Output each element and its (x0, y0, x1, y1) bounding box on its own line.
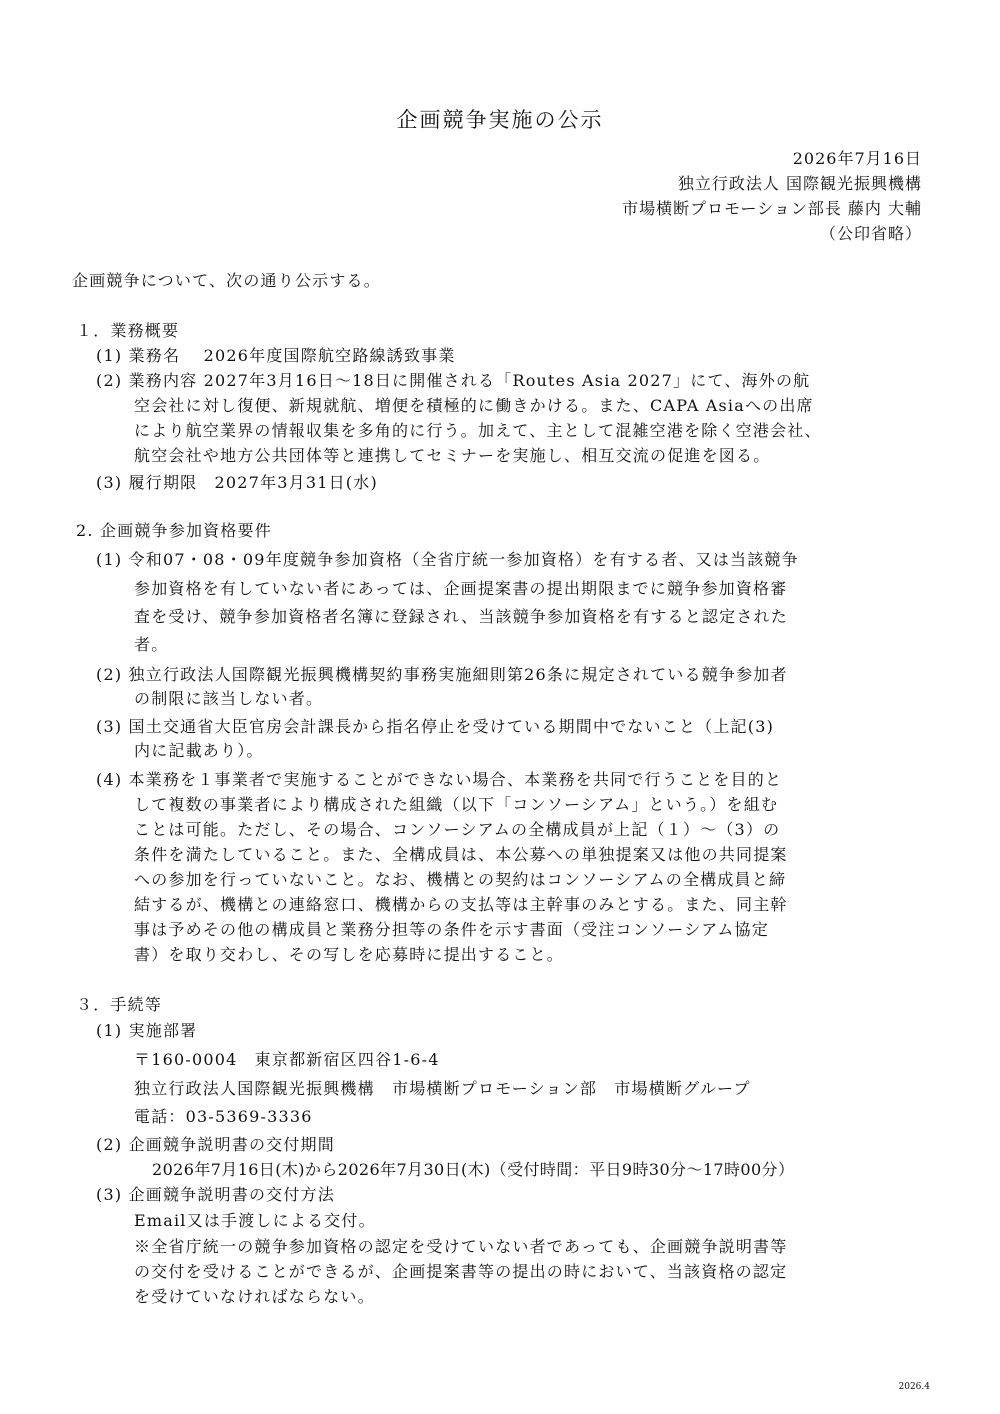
s2-item-2-line: (2) 独立行政法人国際観光振興機構契約事務実施細則第26条に規定されている競争参加者 (96, 665, 788, 684)
footer-version: 2026.4 (898, 1382, 930, 1392)
s2-item-4-line: ことは可能。ただし、その場合、コンソーシアムの全構成員が上記（１）～（3）の (134, 820, 781, 839)
s1-item-2-line: 空会社に対し復便、新規就航、増便を積極的に働きかける。また、CAPA Asiaへの出席 (134, 396, 814, 415)
s2-item-3-line: (3) 国土交通省大臣官房会計課長から指名停止を受けている期間中でないこと（上記(3) (96, 717, 775, 736)
s2-item-4-line: 条件を満たしていること。また、全構成員は、本公募への単独提案又は他の共同提案 (134, 845, 788, 864)
s2-item-4-line: への参加を行っていないこと。なお、機構との契約はコンソーシアムの全構成員と締 (134, 870, 787, 889)
s3-item-1-label: (1) 実施部署 (96, 1021, 198, 1040)
s1-item-2-line: 航空会社や地方公共団体等と連携してセミナーを実施し、相互交流の促進を図る。 (134, 446, 771, 465)
s2-item-1-line: (1) 令和07・08・09年度競争参加資格（全省庁統一参加資格）を有する者、又は当該競争 (96, 550, 799, 569)
distribution-period: 2026年7月16日(木)から2026年7月30日(木)（受付時間：平日9時30分～17時00分） (152, 1160, 795, 1179)
s1-item-2-line: により航空業界の情報収集を多角的に行う。加えて、主として混雑空港を除く空港会社、 (134, 421, 822, 440)
department-name: 独立行政法人国際観光振興機構 市場横断プロモーション部 市場横断グループ (134, 1079, 751, 1098)
section-3-heading: ３．手続等 (76, 995, 163, 1014)
s3-item-2-label: (2) 企画競争説明書の交付期間 (96, 1135, 335, 1154)
s2-item-4-line: 書）を取り交わし、その写しを応募時に提出すること。 (134, 945, 565, 964)
phone-number: 電話：03-5369-3336 (134, 1107, 313, 1126)
distribution-method-line: Email又は手渡しによる交付。 (134, 1211, 376, 1230)
s2-item-3-line: 内に記載あり）。 (134, 741, 264, 760)
s1-item-2-line: (2) 業務内容 2027年3月16日～18日に開催される「Routes Asia 2027」にて、海外の航 (96, 371, 811, 390)
s2-item-4-line: 事は予めその他の構成員と業務分担等の条件を示す書面（受注コンソーシアム協定 (134, 920, 769, 939)
distribution-note-line: の交付を受けることができるが、企画提案書等の提出の時において、当該資格の認定 (134, 1262, 788, 1281)
s2-item-2-line: の制限に該当しない者。 (134, 689, 324, 708)
postal-address: 〒160-0004 東京都新宿区四谷1-6-4 (134, 1050, 440, 1069)
s1-item-3: (3) 履行期限 2027年3月31日(水) (96, 473, 378, 492)
s2-item-4-line: して複数の事業者により構成された組織（以下「コンソーシアム」という。）を組む (134, 795, 779, 814)
page-title: 企画競争実施の公示 (396, 108, 604, 132)
s2-item-4-line: 結するが、機構との連絡窓口、機構からの支払等は主幹事のみとする。また、同主幹 (134, 895, 788, 914)
issuer-person: 市場横断プロモーション部長 藤内 大輔 (622, 199, 922, 218)
section-2-heading: 2. 企画競争参加資格要件 (76, 521, 272, 540)
s2-item-1-line: 査を受け、競争参加資格者名簿に登録され、当該競争参加資格を有すると認定された (134, 607, 788, 626)
distribution-note-line: を受けていなければならない。 (134, 1287, 375, 1306)
distribution-note-line: ※全省庁統一の競争参加資格の認定を受けていない者であっても、企画競争説明書等 (134, 1237, 788, 1256)
s3-item-3-label: (3) 企画競争説明書の交付方法 (96, 1185, 335, 1204)
s2-item-4-line: (4) 本業務を１事業者で実施することができない場合、本業務を共同で行うことを目的と (96, 770, 783, 789)
issue-date: 2026年7月16日 (792, 149, 922, 168)
intro-text: 企画競争について、次の通り公示する。 (72, 271, 381, 290)
issuer-organization: 独立行政法人 国際観光振興機構 (677, 174, 922, 193)
s1-item-1: (1) 業務名 2026年度国際航空路線誘致事業 (96, 346, 456, 365)
seal-omitted: （公印省略） (819, 224, 922, 243)
s2-item-1-line: 参加資格を有していない者にあっては、企画提案書の提出期限までに競争参加資格審 (134, 579, 788, 598)
s2-item-1-line: 者。 (134, 635, 169, 654)
section-1-heading: １．業務概要 (76, 321, 180, 340)
